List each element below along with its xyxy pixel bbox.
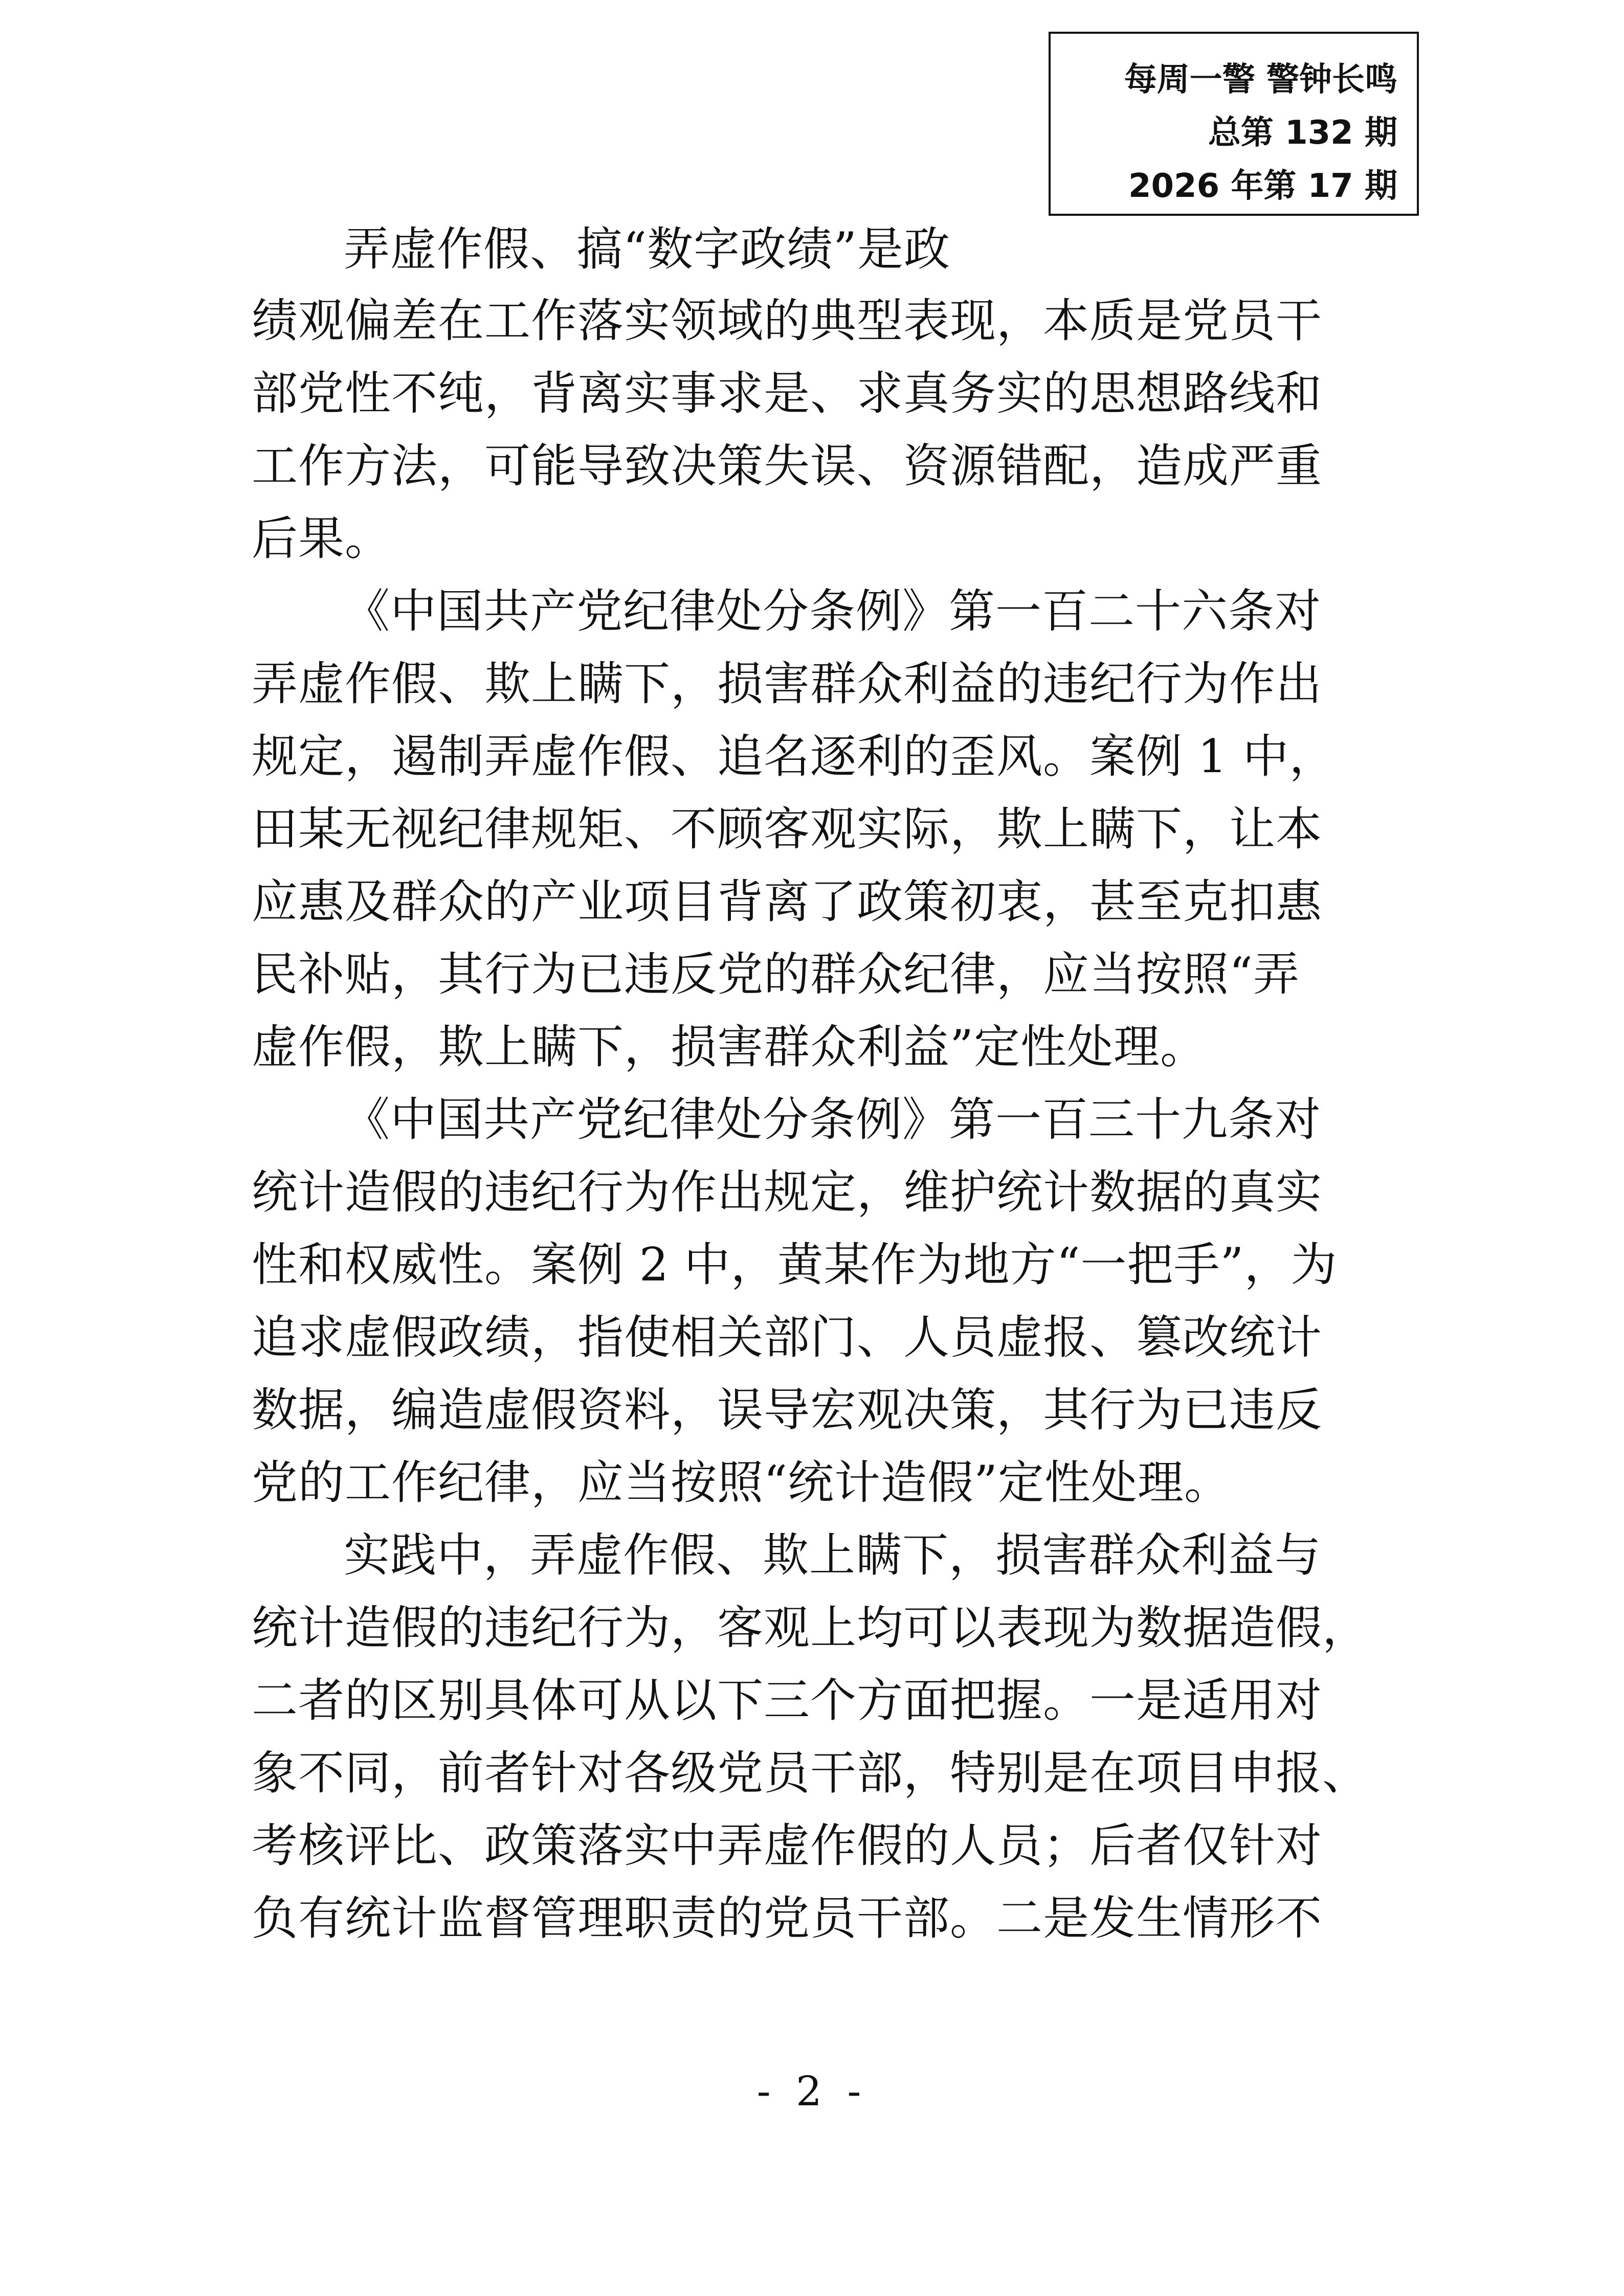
text-line: 实践中，弄虚作假、欺上瞒下，损害群众利益与 bbox=[344, 1528, 1321, 1582]
text-line: 负有统计监督管理职责的党员干部。二是发生情形不 bbox=[252, 1892, 1322, 1945]
text-line: 田某无视纪律规矩、不顾客观实际，欺上瞒下，让本 bbox=[252, 802, 1322, 856]
slogan: 每周一警 警钟长鸣 bbox=[1124, 61, 1397, 99]
text-line: 民补贴，其行为已违反党的群众纪律，应当按照“弄 bbox=[252, 948, 1300, 1001]
year-issue-number: 2026 年第 17 期 bbox=[1128, 167, 1397, 205]
text-line: 弄虚作假、搞“数字政绩”是政 bbox=[344, 222, 951, 276]
text-line: 党的工作纪律，应当按照“统计造假”定性处理。 bbox=[252, 1456, 1231, 1510]
text-line: 弄虚作假、欺上瞒下，损害群众利益的违纪行为作出 bbox=[252, 657, 1322, 711]
text-line: 后果。 bbox=[252, 512, 391, 566]
text-line: 二者的区别具体可从以下三个方面把握。一是适用对 bbox=[252, 1674, 1322, 1727]
text-line: 绩观偏差在工作落实领域的典型表现，本质是党员干 bbox=[252, 294, 1322, 348]
total-issue-number: 总第 132 期 bbox=[1208, 114, 1397, 152]
text-line: 部党性不纯，背离实事求是、求真务实的思想路线和 bbox=[252, 367, 1322, 420]
text-line: 工作方法，可能导致决策失误、资源错配，造成严重 bbox=[252, 439, 1322, 493]
text-line: 《中国共产党纪律处分条例》第一百二十六条对 bbox=[344, 584, 1321, 638]
text-line: 追求虚假政绩，指使相关部门、人员虚报、篡改统计 bbox=[252, 1311, 1322, 1364]
text-line: 性和权威性。案例 2 中，黄某作为地方“一把手”，为 bbox=[252, 1238, 1338, 1292]
text-line: 统计造假的违纪行为作出规定，维护统计数据的真实 bbox=[252, 1165, 1322, 1219]
text-line: 象不同，前者针对各级党员干部，特别是在项目申报、 bbox=[252, 1746, 1369, 1800]
text-line: 数据，编造虚假资料，误导宏观决策，其行为已违反 bbox=[252, 1383, 1322, 1437]
text-line: 统计造假的违纪行为，客观上均可以表现为数据造假， bbox=[252, 1601, 1369, 1655]
text-line: 《中国共产党纪律处分条例》第一百三十九条对 bbox=[344, 1093, 1321, 1146]
text-line: 规定，遏制弄虚作假、追名逐利的歪风。案例 1 中， bbox=[252, 730, 1336, 783]
issue-info-box bbox=[1049, 32, 1419, 216]
text-line: 考核评比、政策落实中弄虚作假的人员；后者仅针对 bbox=[252, 1819, 1322, 1873]
text-line: 虚作假，欺上瞒下，损害群众利益”定性处理。 bbox=[252, 1020, 1207, 1074]
page-number: - 2 - bbox=[757, 2067, 867, 2115]
text-line: 应惠及群众的产业项目背离了政策初衷，甚至克扣惠 bbox=[252, 875, 1322, 929]
